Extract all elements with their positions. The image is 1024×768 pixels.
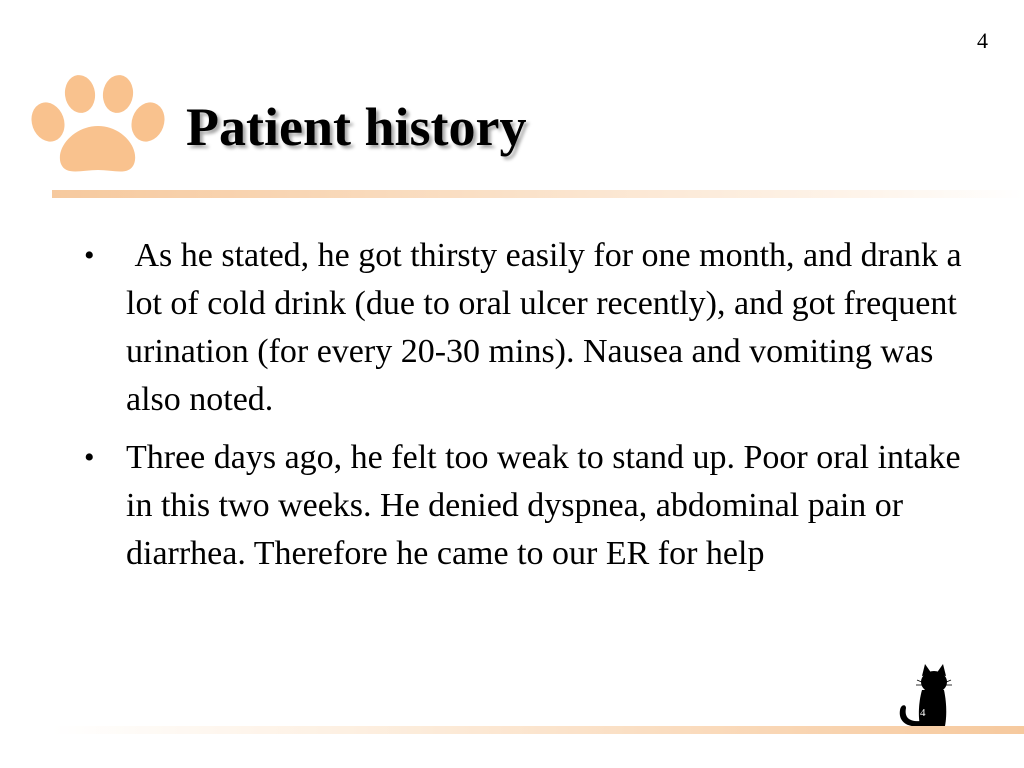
bullet-text: As he stated, he got thirsty easily for one month, and drank a lot of cold drink (due to oral ulcer recently), and got frequent urination (for every 20-30 mins). Nausea and vomiting was also noted. xyxy=(126,237,971,418)
bullet-marker: • xyxy=(84,441,95,474)
footer-page-number: 4 xyxy=(920,707,926,719)
bullet-item xyxy=(84,434,964,578)
slide-title: Patient history xyxy=(186,97,527,157)
bullet-list xyxy=(84,232,971,588)
bullet-item xyxy=(84,232,971,424)
paw-print-icon xyxy=(26,74,166,178)
slide-page-number: 4 xyxy=(977,28,988,53)
bullet-text: Three days ago, he felt too weak to stand up. Poor oral intake in this two weeks. He denied dyspnea, abdominal pain or diarrhea. Therefore he came to our ER for help xyxy=(126,439,961,572)
black-cat-icon xyxy=(894,664,952,732)
bullet-marker: • xyxy=(84,239,95,272)
title-divider xyxy=(52,190,1024,198)
footer-divider xyxy=(52,726,1024,734)
